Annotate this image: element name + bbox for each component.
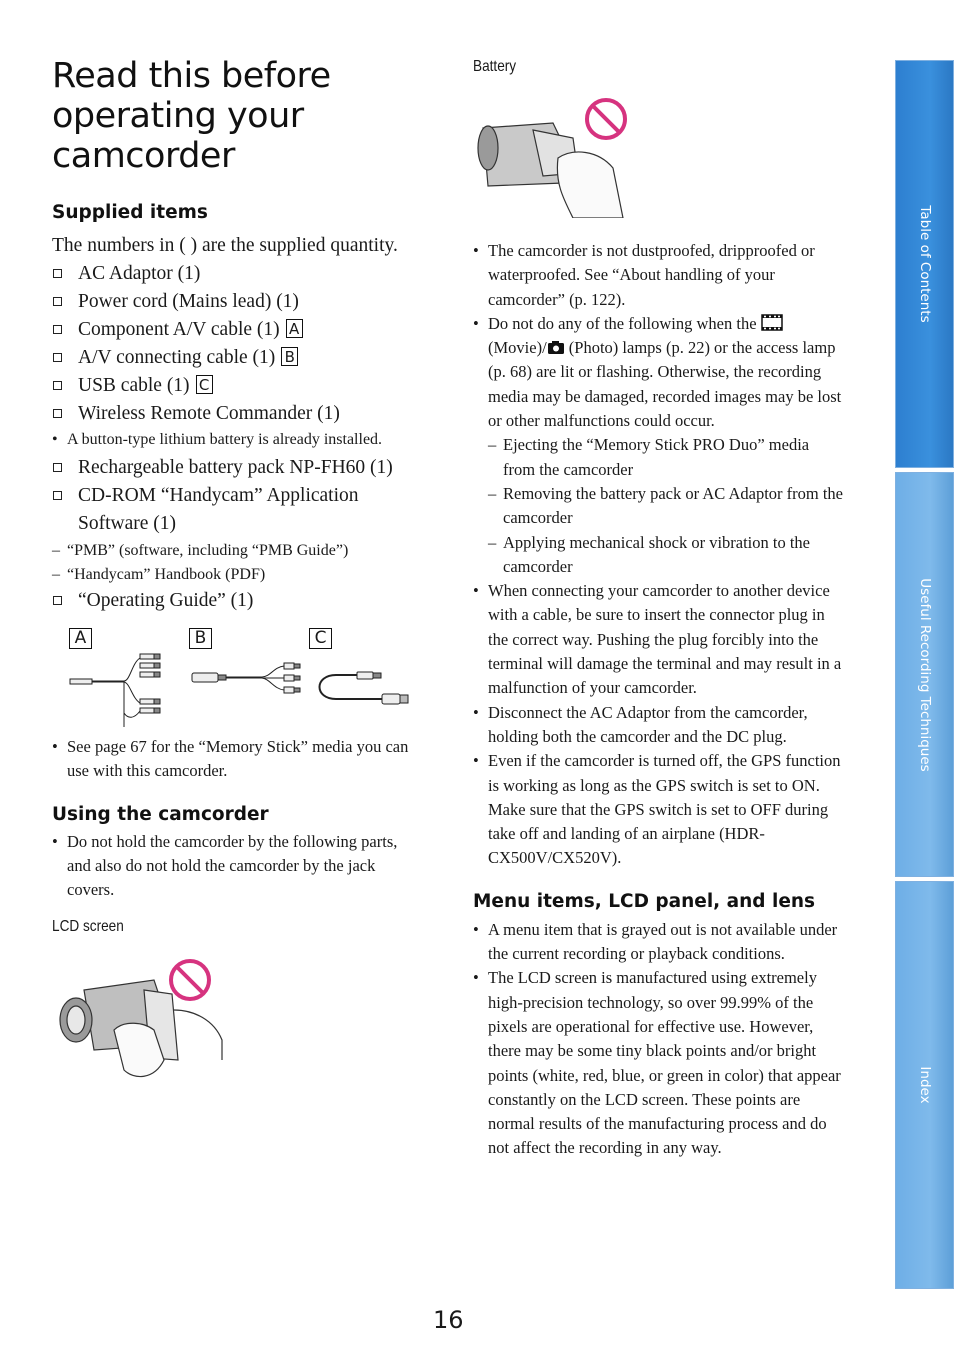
memory-stick-note: • See page 67 for the “Memory Stick” media you can use with this camcorder. [52,735,422,784]
lamps-sub-item: – Removing the battery pack or AC Adaptor from the camcorder [488,483,844,528]
supplied-item: Rechargeable battery pack NP-FH60 (1) [52,454,422,482]
cable-label-c: C [309,628,332,649]
cable-tag-b: B [281,347,298,366]
supplied-intro: The numbers in ( ) are the supplied quantity. [52,235,398,256]
supplied-item: Component A/V cable (1) A [52,316,422,344]
cable-illustrations [52,623,422,727]
checkbox-icon [53,491,62,500]
checkbox-icon [53,297,62,306]
supplied-item: AC Adaptor (1) [52,260,422,288]
lamps-note: • Do not do any of the following when the (Movie)/ (Photo) lamps (p. 22) or the access lamp (p. 68) are lit or flashing. Otherwise, the recording media may be damaged, recorded images may be lost or other malfunctions could occur. [473,312,845,433]
cable-tag-c: C [196,375,213,394]
cable-tag-a: A [286,319,303,338]
battery-caption: Battery [473,58,517,75]
supplied-items-heading: Supplied items [52,202,208,223]
supplied-item: Power cord (Mains lead) (1) [52,288,422,316]
tab-useful-recording-techniques[interactable] [895,472,954,877]
lamps-sub-item: – Applying mechanical shock or vibration to the camcorder [488,532,811,576]
checkbox-icon [53,325,62,334]
menu-note: • A menu item that is grayed out is not available under the current recording or playback conditions. [473,918,845,967]
checkbox-icon [53,381,62,390]
av-cable-icon [192,663,300,693]
supplied-item: CD-ROM “Handycam” Application Software (1) [52,482,422,538]
cable-label-a: A [69,628,92,649]
supplied-item: USB cable (1) C [52,372,422,400]
title-line: operating your [52,96,304,136]
photo-camera-icon [547,340,565,355]
battery-holding-illustration [473,88,633,218]
cd-sub-item: – “PMB” (software, including “PMB Guide”) [52,542,349,559]
cable-label-b: B [189,628,212,649]
usb-cable-icon [320,672,409,704]
title-line: camcorder [52,136,235,176]
ac-adaptor-note: • Disconnect the AC Adaptor from the camcorder, holding both the camcorder and the DC plug. [473,701,845,750]
cd-sub-item: – “Handycam” Handbook (PDF) [52,566,266,583]
using-note: • Do not hold the camcorder by the following parts, and also do not hold the camcorder by the jack covers. [52,830,422,903]
lcd-screen-caption: LCD screen [52,918,124,936]
supplied-item: “Operating Guide” (1) [52,587,422,615]
tab-label: Table of Contents [916,205,933,323]
checkbox-icon [53,353,62,362]
lcd-holding-illustration [54,950,234,1100]
checkbox-icon [53,269,62,278]
tab-index[interactable] [895,881,954,1289]
remote-note: • A button-type lithium battery is already installed. [52,428,422,452]
page-title [52,56,432,176]
supplied-item: Wireless Remote Commander (1) [52,400,422,428]
lamps-sub-item: – Ejecting the “Memory Stick PRO Duo” media from the camcorder [488,435,810,479]
using-heading: Using the camcorder [52,803,269,825]
connecting-note: • When connecting your camcorder to another device with a cable, be sure to insert the connector plug in the correct way. Pushing the plug forcibly into the terminal will damage the terminal and may result in a malfunction of your camcorder. [473,579,845,700]
tab-label: Useful Recording Techniques [916,577,933,772]
title-line: Read this before [52,56,331,96]
component-cable-icon [70,654,160,727]
movie-icon [761,314,783,331]
checkbox-icon [53,463,62,472]
left-column [52,200,422,1105]
lcd-note: • The LCD screen is manufactured using extremely high-precision technology, so over 99.99% of the pixels are operational for effective use. However, there may be some tiny black points and/or bright points (white, red, blue, or green in color) that appear constantly on the LCD screen. These points are normal results of the manufacturing process and do not affect the recording in any way. [473,966,845,1160]
checkbox-icon [53,596,62,605]
tab-label: Index [916,1066,933,1104]
dustproof-note: • The camcorder is not dustproofed, dripproofed or waterproofed. See “About handling of your camcorder” (p. 122). [473,239,845,312]
menu-heading: Menu items, LCD panel, and lens [473,890,816,912]
page-number: 16 [433,1306,464,1334]
tab-table-of-contents[interactable] [895,60,954,468]
cables-drawing [52,623,422,727]
checkbox-icon [53,409,62,418]
right-column [473,56,845,1161]
supplied-item: A/V connecting cable (1) B [52,344,422,372]
gps-note: • Even if the camcorder is turned off, the GPS function is working as long as the GPS switch is set to ON. Make sure that the GPS switch is set to OFF during take off and landing of an airplane (HDR-CX500V/CX520V). [473,749,845,870]
